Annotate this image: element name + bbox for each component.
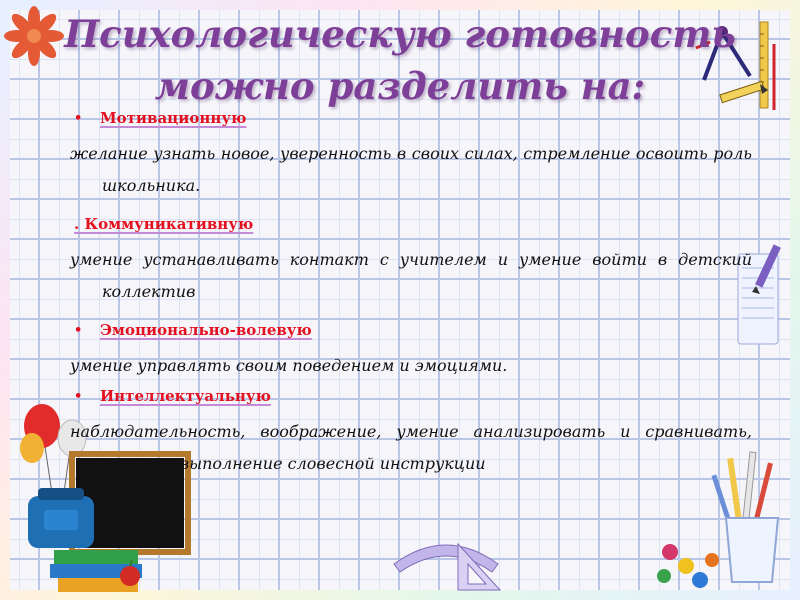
section-heading-label: Интеллектуальную (100, 387, 271, 405)
section-description: умение управлять своим поведением и эмоциями. (70, 356, 508, 375)
content-list (70, 104, 752, 480)
section-description: желание узнать новое, уверенность в своих силах, стремление освоить роль школьника. (70, 144, 752, 195)
bullet: • (74, 110, 83, 126)
section-heading-label: Мотивационную (100, 109, 247, 127)
section-heading-emotional-volitional (70, 316, 752, 344)
bullet: • (74, 322, 83, 338)
section-heading-communicative (70, 210, 752, 238)
slide-title-line-1: Психологическую готовность (64, 12, 736, 56)
section-description: умение устанавливать контакт с учителем и умение войти в детский коллектив (70, 250, 752, 301)
bullet: • (74, 388, 83, 404)
section-heading-label: . Коммуникативную (74, 215, 254, 233)
section-heading-label: Эмоционально-волевую (100, 321, 312, 339)
protractor-icon (388, 524, 504, 594)
slide-title (0, 8, 800, 112)
section-heading-motivational (70, 104, 752, 132)
section-heading-intellectual (70, 382, 752, 410)
slide-title-line-2: можно разделить на: (154, 64, 646, 108)
section-description: наблюдательность, воображение, умение анализировать и сравнивать, память, выполнение словесной инструкции (70, 422, 752, 473)
